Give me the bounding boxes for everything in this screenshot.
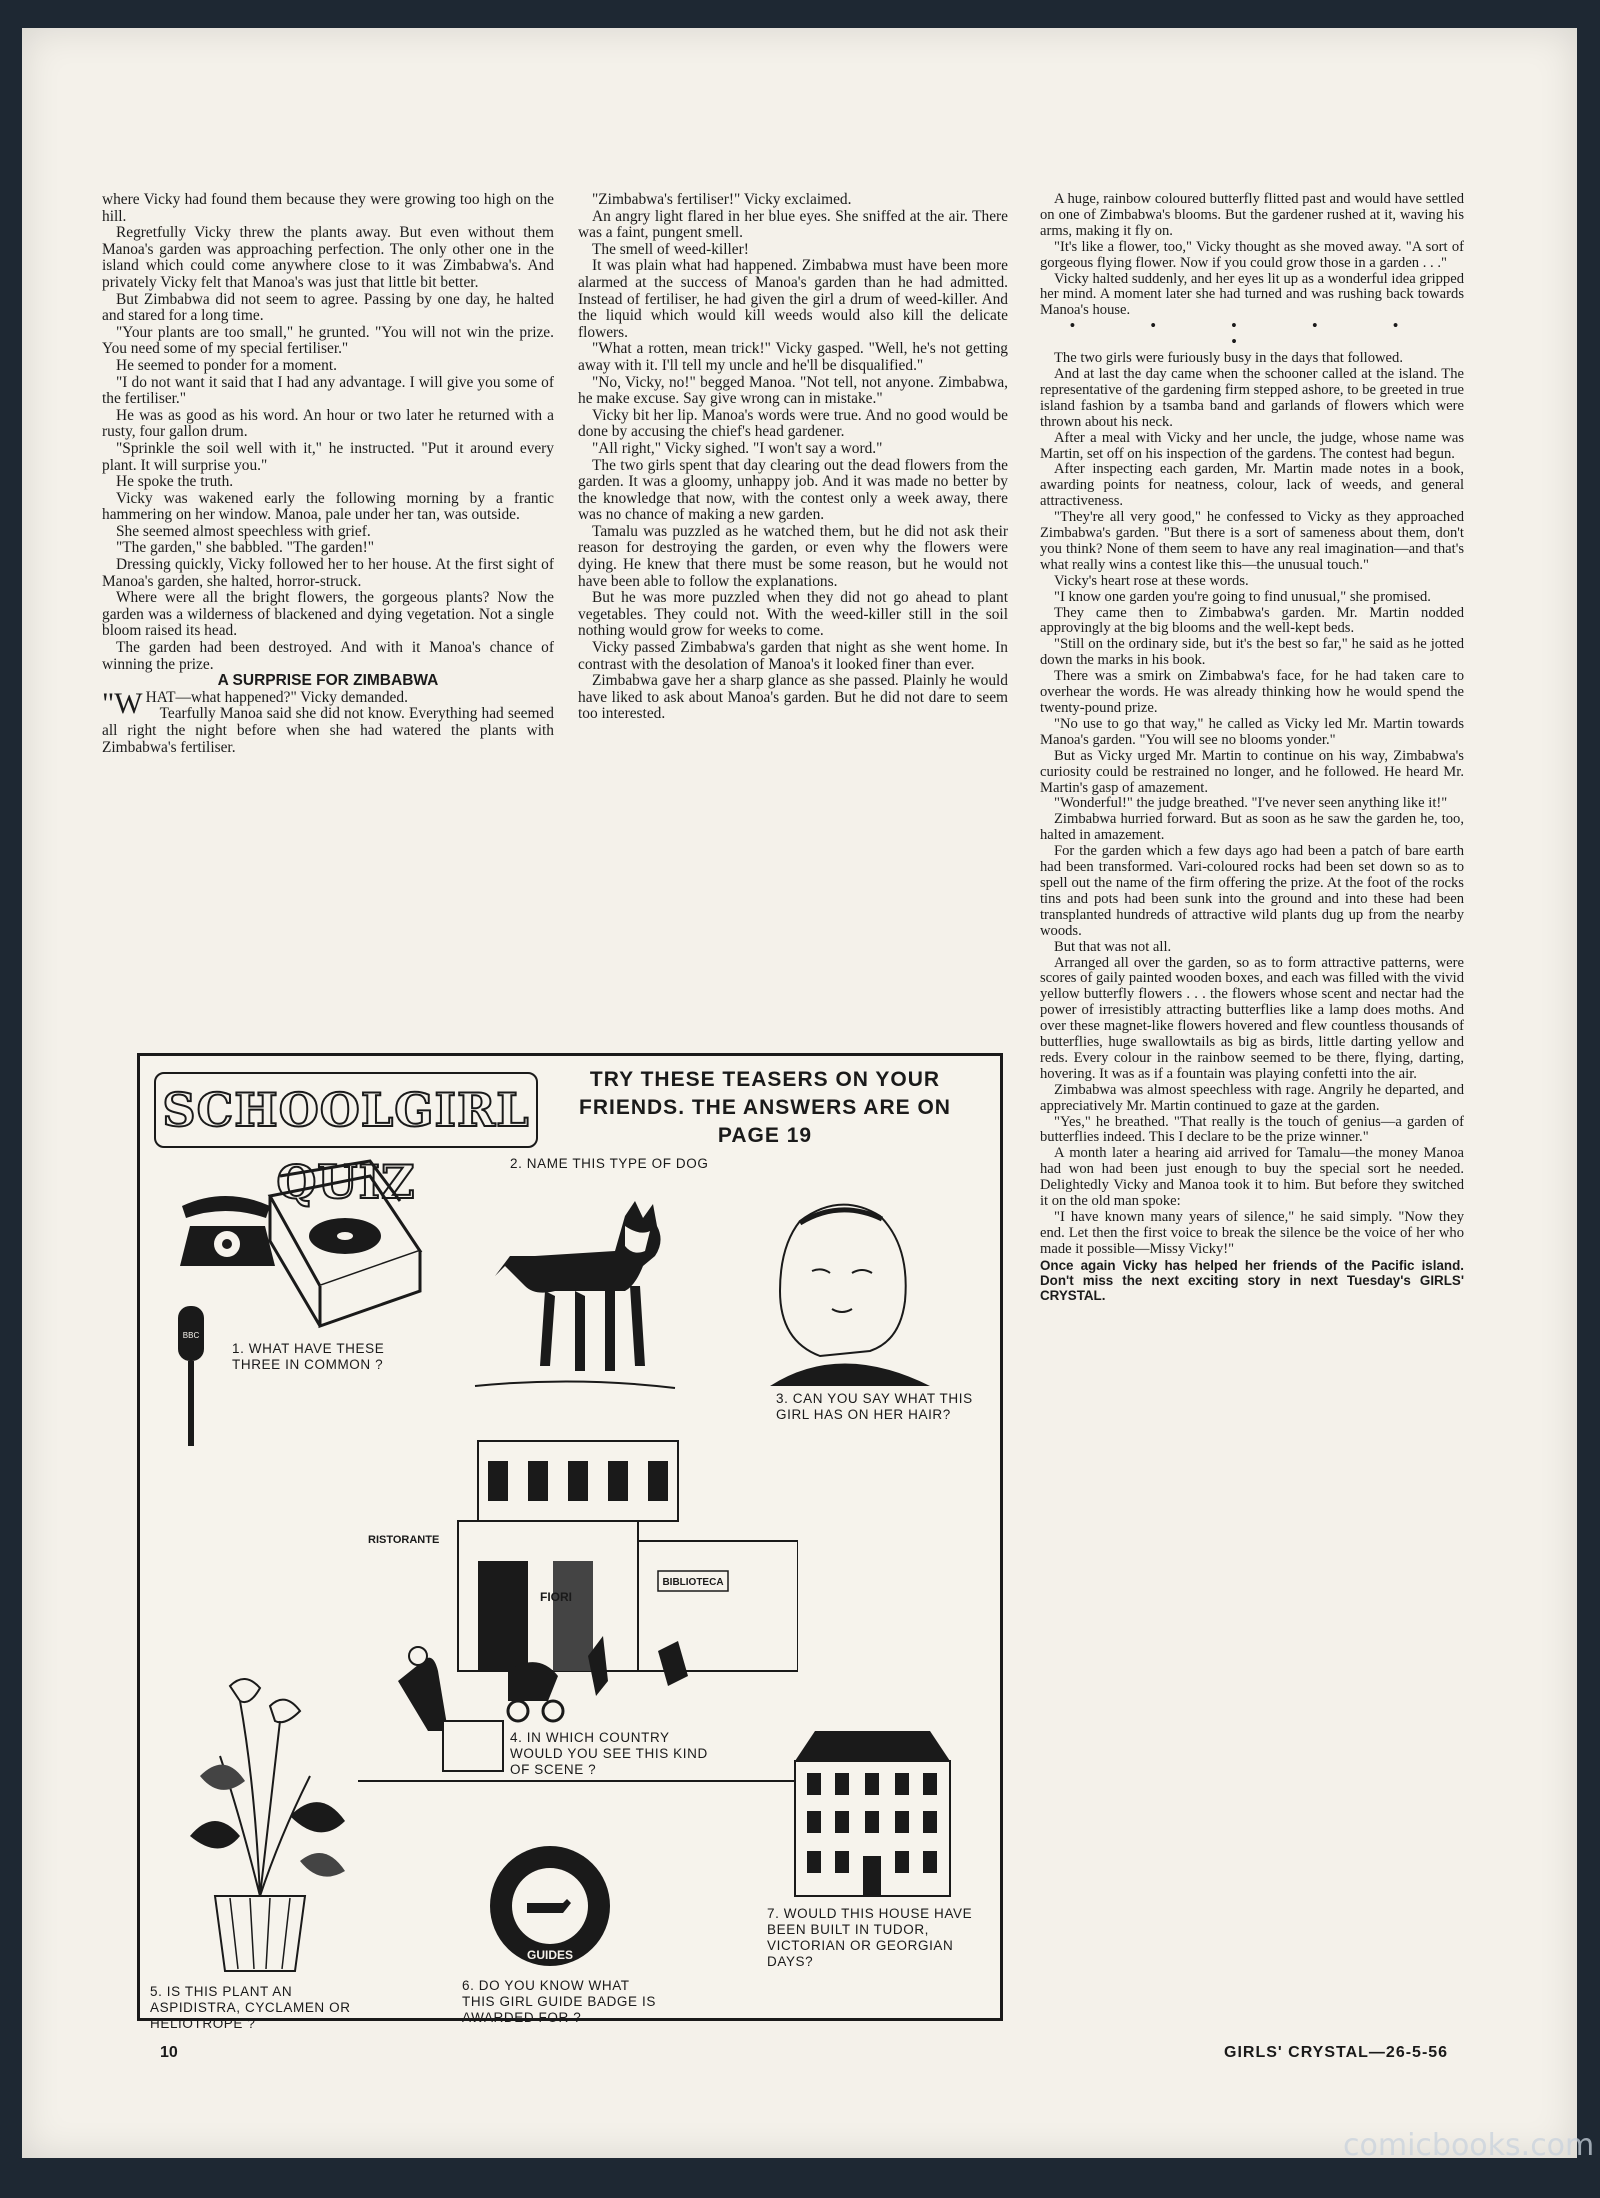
paragraph: Zimbabwa was almost speechless with rage. Angrily he departed, and appreciatively Mr. Martin continued to gaze at the garden.	[1040, 1081, 1464, 1114]
paragraph: "Your plants are too small," he grunted. "You will not win the prize. You need some of my special fertiliser."	[102, 323, 554, 358]
quiz-question-6: 6. DO YOU KNOW WHAT THIS GIRL GUIDE BADGE IS AWARDED FOR ?	[462, 1978, 656, 2025]
paragraph: Zimbabwa hurried forward. But as soon as he saw the garden he, too, halted in amazement.	[1040, 811, 1464, 844]
paragraph: Arranged all over the garden, so as to form attractive patterns, were scores of gaily painted wooden boxes, and each was filled with the vivid yellow butterfly flowers . . . the flowers whose scent and nectar had the power of irresistibly attracting butterflies like a lamp does moths. And over these magnet-like flowers hovered and flew countless thousands of butterflies, huge swallowtails as big as birds, little darting yellow and reds. Every colour in the rainbow seemed to be there, flying, darting, hovering. It was as if a fountain was playing confetti into the air.	[1040, 954, 1464, 1082]
paragraph: "No use to go that way," he called as Vicky led Mr. Martin towards Manoa's garden. "You will see no blooms yonder."	[1040, 715, 1464, 748]
paragraph: "They're all very good," he confessed to Vicky as they approached Zimbabwa's garden. "But there is a sort of sameness about them, don't you think? None of them seem to have any real imagination—and that's what really wins a contest like this—the unusual touch."	[1040, 509, 1464, 573]
svg-text:FIORI: FIORI	[540, 1590, 572, 1604]
quiz-question-5: 5. IS THIS PLANT AN ASPIDISTRA, CYCLAMEN OR HELIOTROPE ?	[150, 1984, 351, 2031]
story-column-1	[102, 192, 554, 756]
quiz-question-4: 4. IN WHICH COUNTRY WOULD YOU SEE THIS KIND OF SCENE ?	[510, 1730, 708, 1777]
record-player-icon	[270, 1161, 420, 1326]
paragraph: An angry light flared in her blue eyes. She sniffed at the air. There was a faint, pungent smell.	[578, 207, 1008, 242]
schoolgirl-quiz-box	[137, 1053, 1003, 2031]
paragraph: Where were all the bright flowers, the gorgeous plants? Now the garden was a wilderness of blackened and dying vegetation. Not a single bloom raised its head.	[102, 589, 554, 640]
paragraph: Regretfully Vicky threw the plants away. But even without them Manoa's garden was approaching perfection. The only other one in the island which could come anywhere close to it was Zimbabwa's. And privately Vicky felt that Manoa's was just that little bit better.	[102, 224, 554, 291]
dropcap-text: HAT—what happened?" Vicky demanded.	[145, 688, 408, 706]
paragraph: "I have known many years of silence," he said simply. "Now they end. Let then the first voice to break the silence be the voice of her who made it possible—Missy Vicky!"	[1040, 1209, 1464, 1257]
cyclamen-plant-illustration	[160, 1666, 360, 1976]
paragraph: He seemed to ponder for a moment.	[116, 356, 337, 374]
paragraph: Tamalu was puzzled as he watched them, but he did not ask their reason for destroying the garden, or even why the flowers were dying. He knew that there must be some reason, but he would not have been able to follow the explanations.	[578, 522, 1008, 590]
paragraph: "I do not want it said that I had any advantage. I will give you some of the fertiliser."	[102, 373, 554, 408]
svg-text:BIBLIOTECA: BIBLIOTECA	[662, 1577, 724, 1588]
paragraph: The garden had been destroyed. And with it Manoa's chance of winning the prize.	[102, 639, 554, 673]
paragraph: He spoke the truth.	[116, 473, 234, 491]
paragraph: He was as good as his word. An hour or two later he returned with a rusty, four gallon drum.	[102, 406, 554, 441]
paragraph: Vicky halted suddenly, and her eyes lit up as a wonderful idea gripped her mind. A moment later she had turned and was rushing back towards Manoa's house.	[1040, 270, 1464, 319]
paragraph: A huge, rainbow coloured butterfly flitted past and would have settled on one of Zimbabwa's blooms. But the gardener rushed at it, waving his arms, making it fly on.	[1040, 191, 1464, 239]
svg-text:GIRL: GIRL	[534, 1869, 566, 1884]
paragraph: "Zimbabwa's fertiliser!" Vicky exclaimed.	[592, 191, 852, 208]
paragraph: "Sprinkle the soil well with it," he instructed. "Put it around every plant. It will surprise you."	[102, 439, 554, 474]
paragraph: "The garden," she babbled. "The garden!"	[116, 539, 375, 557]
paragraph: A month later a hearing aid arrived for Tamalu—the money Manoa had won had been just enough to buy the special sort he needed. Delightedly Vicky and Manoa took it to him. But before they switched it on the old man spoke:	[1040, 1145, 1464, 1210]
paragraph: Dressing quickly, Vicky followed her to her house. At the first sight of Manoa's garden, she halted, horror-struck.	[102, 556, 554, 590]
section-divider: • • • • • •	[1069, 318, 1435, 351]
story-column-2	[578, 192, 1008, 723]
paragraph: "No, Vicky, no!" begged Manoa. "Not tell, not anyone. Zimbabwa, he make excuse. Say give wrong can in mistake."	[578, 373, 1008, 408]
paragraph: "Yes," he breathed. "That really is the touch of genius—a garden of butterflies indeed. This I declare to be the prize winner."	[1040, 1113, 1464, 1146]
paragraph: "I know one garden you're going to find unusual," she promised.	[1054, 588, 1431, 605]
section-heading: A SURPRISE FOR ZIMBABWA	[217, 672, 439, 690]
paragraph: Tearfully Manoa said she did not know. Everything had seemed all right the night before when she had watered the plants with Zimbabwa's fertiliser.	[102, 705, 554, 756]
paragraph: "All right," Vicky sighed. "I won't say a word."	[592, 439, 883, 457]
dropcap: "W	[102, 686, 143, 720]
svg-text:GUIDES: GUIDES	[526, 1948, 574, 1962]
dropcap-paragraph	[102, 686, 554, 720]
quiz-title: SCHOOLGIRL QUIZ	[154, 1072, 538, 1148]
quiz-subtitle: TRY THESE TEASERS ON YOUR FRIENDS. THE ANSWERS ARE ON PAGE 19	[579, 1068, 951, 1147]
paragraph: But Zimbabwa did not seem to agree. Passing by one day, he halted and stared for a long time.	[102, 290, 554, 325]
girl-guide-badge-illustration	[485, 1841, 615, 1971]
girl-portrait-illustration	[740, 1191, 940, 1386]
svg-text:BBC: BBC	[182, 1331, 200, 1340]
paragraph: The two girls were furiously busy in the days that followed.	[1054, 350, 1403, 367]
paragraph: But he was more puzzled when they did not go ahead to plant vegetables. They could not. With the weed-killer still in the soil nothing would grow for weeks to come.	[578, 589, 1008, 640]
quiz-question-1: 1. WHAT HAVE THESE THREE IN COMMON ?	[232, 1341, 385, 1372]
paragraph: The smell of weed-killer!	[592, 240, 749, 258]
paragraph: For the garden which a few days ago had been a patch of bare earth had been transformed. Vari-coloured rocks had been set down so as to spell out the name of the firm offering the prize. At the foot of the rocks tins and pots had been sunk into the ground and into these had been transplanted hundreds of attractive wild plants dug up from the nearby woods.	[1040, 843, 1464, 939]
paragraph: She seemed almost speechless with grief.	[116, 522, 371, 540]
paragraph: After a meal with Vicky and her uncle, the judge, whose name was Martin, set off on his inspection of the gardens. The contest had begun.	[1040, 429, 1464, 462]
paragraph: "It's like a flower, too," Vicky thought as she moved away. "A sort of gorgeous flying flower. Now if you could grow those in a garden . . ."	[1040, 238, 1464, 271]
telephone-radio-microphone-illustration	[170, 1156, 440, 1446]
paragraph: "Still on the ordinary side, but it's the best so far," he said as he jotted down the marks in his book.	[1040, 636, 1464, 669]
paragraph: They came then to Zimbabwa's garden. Mr. Martin nodded approvingly at the big blooms and the well-kept beds.	[1040, 604, 1464, 637]
story-column-3	[1040, 192, 1464, 1303]
paragraph: where Vicky had found them because they were growing too high on the hill.	[102, 191, 554, 225]
watermark: comicbooks.com	[1343, 2128, 1595, 2163]
paragraph: And at last the day came when the schooner called at the island. The representative of the gardening firm stepped ashore, to be greeted in true island fashion by a tsamba band and garlands of flowers which were thrown about his neck.	[1040, 365, 1464, 430]
paragraph: It was plain what had happened. Zimbabwa must have been more alarmed at the success of Manoa's garden than he had admitted. Instead of fertiliser, he had given the girl a drum of weed-killer. And the liquid which would kill weeds would also kill the delicate flowers.	[578, 257, 1008, 341]
paragraph: Vicky was wakened early the following morning by a frantic hammering on her window. Manoa, pale under her tan, was outside.	[102, 489, 554, 524]
quiz-question-3: 3. CAN YOU SAY WHAT THIS GIRL HAS ON HER HAIR?	[776, 1391, 973, 1422]
paragraph: The two girls spent that day clearing out the dead flowers from the garden. It was a gloomy, unhappy job. And it was made no better by the knowledge that now, with the contest only a week away, there was no chance of making a new garden.	[578, 456, 1008, 524]
page-number: 10	[160, 2044, 178, 2061]
microphone-icon	[178, 1306, 204, 1446]
paragraph: Vicky bit her lip. Manoa's words were true. And no good would be done by accusing the chief's head gardener.	[578, 406, 1008, 441]
quiz-question-7: 7. WOULD THIS HOUSE HAVE BEEN BUILT IN TUDOR, VICTORIAN OR GEORGIAN DAYS?	[767, 1906, 973, 1969]
closing-note: Once again Vicky has helped her friends of the Pacific island. Don't miss the next exciting story in next Tuesday's GIRLS' CRYSTAL.	[1040, 1257, 1464, 1303]
quiz-question-2: 2. NAME THIS TYPE OF DOG	[510, 1156, 709, 1171]
dog-illustration	[465, 1196, 695, 1396]
paragraph: "What a rotten, mean trick!" Vicky gasped. "Well, he's not getting away with it. I'll tell my uncle and he'll be disqualified."	[578, 340, 1008, 374]
paragraph: Vicky passed Zimbabwa's garden that night as she went home. In contrast with the desolation of Manoa's it looked finer than ever.	[578, 639, 1008, 673]
paragraph: But as Vicky urged Mr. Martin to continue on his way, Zimbabwa's curiosity could be restrained no longer, and he followed. He heard Mr. Martin's gasp of amazement.	[1040, 747, 1464, 796]
paragraph: There was a smirk on Zimbabwa's face, for he had taken care to overhear the words. He was already thinking how he would spend the twenty-pound prize.	[1040, 668, 1464, 716]
georgian-house-illustration	[785, 1721, 960, 1901]
paragraph: But that was not all.	[1054, 938, 1172, 955]
svg-text:RISTORANTE: RISTORANTE	[368, 1534, 440, 1546]
paragraph: Zimbabwa gave her a sharp glance as she passed. Plainly he would have liked to ask about Manoa's garden. But he did not dare to seem too interested.	[578, 672, 1008, 723]
paragraph: "Wonderful!" the judge breathed. "I've never seen anything like it!"	[1054, 795, 1448, 812]
telephone-icon	[180, 1196, 275, 1266]
paragraph: Vicky's heart rose at these words.	[1054, 572, 1249, 589]
issue-line: GIRLS' CRYSTAL—26-5-56	[1224, 2044, 1449, 2061]
paragraph: After inspecting each garden, Mr. Martin made notes in a book, awarding points for neatness, colour, lack of weeds, and general attractiveness.	[1040, 461, 1464, 510]
